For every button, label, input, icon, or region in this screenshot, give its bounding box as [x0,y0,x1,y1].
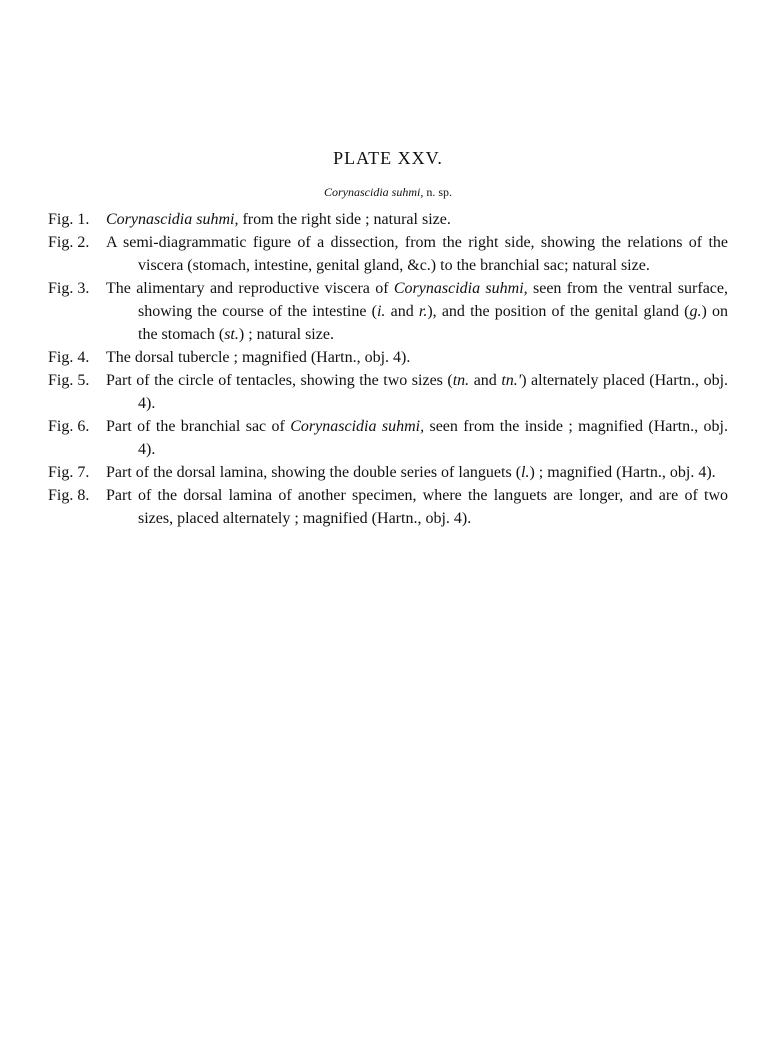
figure-text-italic: tn. [452,372,470,389]
figure-text-italic: Corynascidia suhmi, [290,418,425,435]
figure-text-segment: Part of the dorsal lamina of another specimen, where the languets are longer, and are of two sizes, placed alternately ; magnified (Hartn., obj. 4). [106,487,728,527]
figure-label: Fig. 3. [48,280,90,297]
figure-text [106,280,728,343]
species-name: Corynascidia suhmi, [323,185,424,199]
figure-text-segment: ), and the position of the genital gland ( [427,303,690,320]
figure-text [106,211,451,228]
figure-caption [48,231,728,277]
figure-text-segment: ) on the stomach ( [138,303,729,343]
figure-label: Fig. 8. [48,487,90,504]
figure-text-segment: Part of the circle of tentacles, showing the two sizes ( [106,372,453,389]
figure-text-segment: and [385,303,419,320]
figure-text [106,418,728,458]
plate-subtitle [0,184,776,200]
figure-caption [48,369,728,415]
figure-text-italic: Corynascidia suhmi, [106,211,239,228]
figure-text-segment: from the right side ; natural size. [238,211,451,228]
figure-caption [48,461,728,484]
species-suffix: n. sp. [423,185,452,199]
plate-title: PLATE XXV. [333,148,443,168]
figure-caption [48,484,728,530]
figure-caption [48,346,728,369]
figure-label: Fig. 5. [48,372,90,389]
figure-text-italic: r. [418,303,428,320]
figure-text-segment: Part of the branchial sac of [106,418,291,435]
figure-label: Fig. 1. [48,211,90,228]
figure-text-segment: The alimentary and reproductive viscera of [106,280,394,297]
figure-label: Fig. 2. [48,234,90,251]
figure-caption [48,208,728,231]
figure-text-italic: st. [224,326,239,343]
figure-label: Fig. 4. [48,349,90,366]
figure-text-segment: The dorsal tubercle ; magnified (Hartn., obj. 4). [106,349,411,366]
figure-text-segment: ) ; magnified (Hartn., obj. 4). [529,464,716,481]
figure-text-italic: Corynascidia suhmi, [393,280,528,297]
figure-caption [48,415,728,461]
figure-text-segment: Part of the dorsal lamina, showing the double series of languets ( [106,464,522,481]
figure-text [106,234,728,274]
figure-text [106,349,410,366]
figure-text-segment: ) alternately placed (Hartn., obj. 4). [138,372,729,412]
figure-text-segment: seen from the inside ; magnified (Hartn., obj. 4). [138,418,728,458]
figure-text-italic: i. [376,303,386,320]
figure-caption [48,277,728,346]
figure-text-segment: A semi-diagrammatic figure of a dissection, from the right side, showing the relations of the viscera (stomach, intestine, genital gland, &c.) to the branchial sac; natural size. [106,234,728,274]
figure-text-segment: and [469,372,502,389]
figure-text-italic: tn.' [501,372,522,389]
figure-text [106,464,716,481]
figure-label: Fig. 7. [48,464,90,481]
figure-text [106,372,728,412]
figure-text-italic: l. [521,464,530,481]
figure-text [106,487,728,527]
figure-label: Fig. 6. [48,418,90,435]
figure-text-segment: ) ; natural size. [238,326,334,343]
figure-text-italic: g. [689,303,702,320]
figure-list [48,208,728,530]
figure-text-segment: seen from the ventral surface, showing the course of the intestine ( [138,280,729,320]
